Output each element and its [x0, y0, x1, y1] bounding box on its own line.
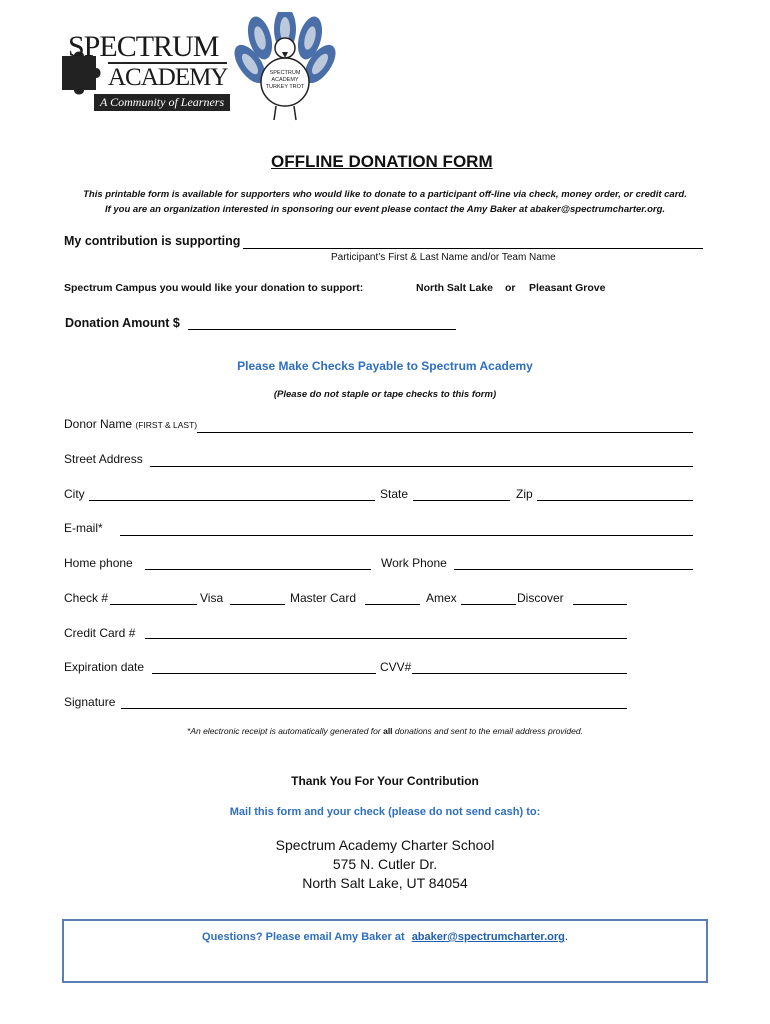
expiration-line[interactable] — [152, 673, 376, 674]
visa-line[interactable] — [230, 604, 285, 605]
credit-card-label: Credit Card # — [64, 626, 136, 640]
zip-label: Zip — [516, 487, 533, 501]
street-line[interactable] — [150, 466, 693, 467]
zip-line[interactable] — [537, 500, 693, 501]
mail-instruction: Mail this form and your check (please do not send cash) to: — [229, 806, 541, 818]
address-line-3: North Salt Lake, UT 84054 — [302, 875, 468, 891]
discover-label: Discover — [517, 591, 564, 605]
state-line[interactable] — [413, 500, 510, 501]
questions-line: Questions? Please email Amy Baker at abaker@spectrumcharter.org. — [202, 931, 568, 943]
questions-email-link[interactable]: abaker@spectrumcharter.org — [411, 931, 565, 943]
intro-line-1: This printable form is available for supporters who would like to donate to a participant off-line via check, money order, or credit card. — [83, 189, 687, 200]
thank-you-text: Thank You For Your Contribution — [291, 774, 479, 788]
master-card-line[interactable] — [365, 604, 420, 605]
master-card-label: Master Card — [290, 591, 357, 605]
questions-box — [62, 919, 708, 983]
home-phone-label: Home phone — [64, 556, 133, 570]
check-label: Check # — [64, 591, 109, 605]
discover-line[interactable] — [573, 604, 627, 605]
contribution-hint: Participant’s First & Last Name and/or Team Name — [331, 252, 556, 263]
page-title: OFFLINE DONATION FORM — [271, 152, 493, 171]
work-phone-label: Work Phone — [381, 556, 447, 570]
city-label: City — [64, 487, 85, 501]
intro-line-2: If you are an organization interested in sponsoring our event please contact the Amy Baker at abaker@spectrumcharter.org. — [104, 204, 666, 215]
home-phone-line[interactable] — [145, 569, 371, 570]
receipt-note: *An electronic receipt is automatically generated for all donations and sent to the email address provided. — [187, 726, 583, 736]
checks-payable-text: Please Make Checks Payable to Spectrum Academy — [237, 359, 533, 373]
address-line-2: 575 N. Cutler Dr. — [332, 856, 438, 872]
street-label: Street Address — [64, 452, 143, 466]
donor-name-line[interactable] — [197, 432, 693, 433]
no-staple-text: (Please do not staple or tape checks to this form) — [273, 389, 497, 400]
campus-option-nsl[interactable]: North Salt Lake — [416, 282, 494, 294]
check-line[interactable] — [110, 604, 197, 605]
credit-card-line[interactable] — [145, 638, 627, 639]
logo-spectrum: SPECTRUM — [68, 30, 219, 63]
signature-label: Signature — [64, 695, 116, 709]
work-phone-line[interactable] — [454, 569, 693, 570]
amex-label: Amex — [426, 591, 457, 605]
state-label: State — [380, 487, 409, 501]
campus-label: Spectrum Campus you would like your donation to support: — [64, 282, 364, 294]
city-line[interactable] — [89, 500, 375, 501]
donation-amount-label: Donation Amount $ — [65, 316, 180, 330]
amex-line[interactable] — [461, 604, 516, 605]
address-line-1: Spectrum Academy Charter School — [275, 837, 495, 853]
campus-option-pg[interactable]: Pleasant Grove — [529, 282, 606, 294]
contribution-label: My contribution is supporting — [64, 234, 241, 248]
email-label: E-mail* — [64, 521, 103, 535]
logo-academy: ACADEMY — [108, 64, 228, 91]
email-line[interactable] — [120, 535, 693, 536]
cvv-line[interactable] — [412, 673, 627, 674]
logo — [58, 20, 338, 130]
visa-label: Visa — [200, 591, 224, 605]
turkey-trot-text: SPECTRUM ACADEMY TURKEY TROT — [265, 70, 305, 90]
donor-name-label: Donor Name (FIRST & LAST) — [64, 417, 198, 431]
campus-or: or — [505, 282, 516, 294]
contribution-line[interactable] — [243, 248, 703, 249]
expiration-label: Expiration date — [64, 660, 145, 674]
donation-amount-line[interactable] — [188, 329, 456, 330]
cvv-label: CVV# — [380, 660, 412, 674]
logo-tagline: A Community of Learners — [94, 94, 230, 111]
signature-line[interactable] — [121, 708, 627, 709]
